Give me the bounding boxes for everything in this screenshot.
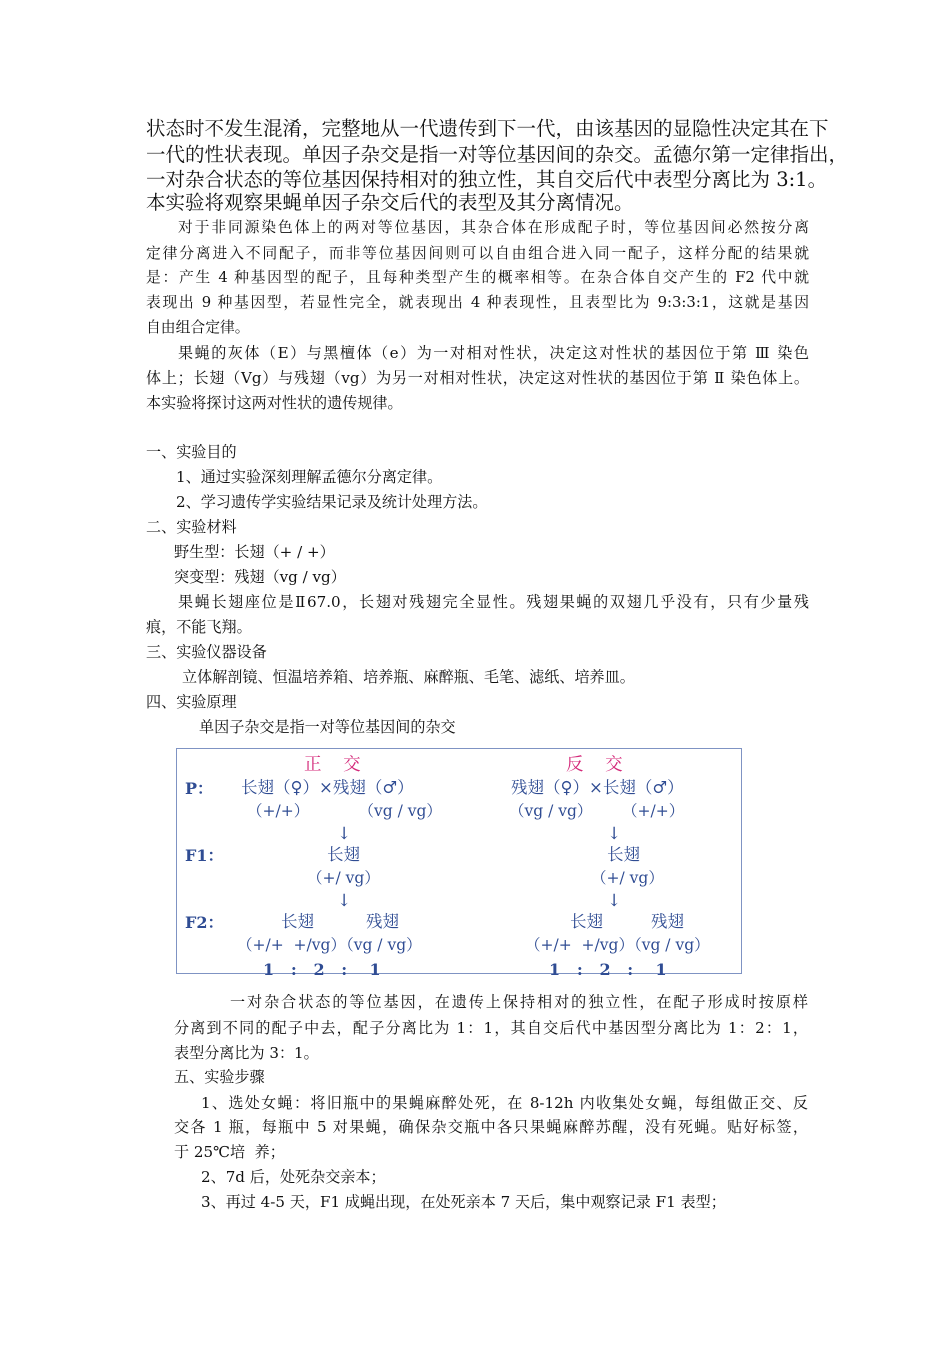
para3-line-2: 体上；长翅（Vg）与残翅（vg）为另一对相对性状，决定这对性状的基因位于第 Ⅱ 染色体上。 — [146, 369, 809, 387]
para3-line-1: 果蝇的灰体（E）与黑檀体（e）为一对相对性状，决定这对性状的基因位于第 Ⅲ 染色 — [178, 344, 809, 362]
left-f2-vestigial: 残翅 — [366, 912, 399, 931]
para2-line-1: 对于非同源染色体上的两对等位基因，其杂合体在形成配子时，等位基因间必然按分离 — [178, 219, 809, 236]
section5-heading: 五、实验步骤 — [174, 1068, 265, 1086]
left-arrow-1: ↓ — [337, 824, 352, 844]
right-f2-genotypes: （+/+ +/vg）（vg / vg） — [525, 936, 710, 954]
section2-heading: 二、实验材料 — [146, 518, 237, 536]
para4-line-1: 一对杂合状态的等位基因，在遗传上保持相对的独立性，在配子形成时按原样 — [230, 993, 808, 1011]
left-cross-title: 正 交 — [304, 755, 369, 775]
section3-heading: 三、实验仪器设备 — [146, 643, 267, 661]
step3: 3、再过 4-5 天，F1 成蝇出现，在处死亲本 7 天后，集中观察记录 F1 表型； — [201, 1193, 726, 1211]
left-arrow-2: ↓ — [337, 891, 352, 911]
section4-text: 单因子杂交是指一对等位基因间的杂交 — [199, 718, 456, 736]
section2-desc-line-1: 果蝇长翅座位是Ⅱ67.0，长翅对残翅完全显性。残翅果蝇的双翅几乎没有，只有少量残 — [178, 593, 809, 611]
section1-item-2: 2、学习遗传学实验结果记录及统计处理方法。 — [176, 493, 488, 511]
right-arrow-2: ↓ — [607, 891, 622, 911]
right-f1: 长翅 — [607, 845, 640, 864]
right-ratio: 1 : 2 : 1 — [549, 960, 667, 979]
para2-line-5: 自由组合定律。 — [146, 319, 250, 336]
left-f1-genotype: （+/ vg） — [307, 869, 380, 887]
step2: 2、7d 后，处死杂交亲本； — [201, 1168, 386, 1186]
section1-item-1: 1、通过实验深刻理解孟德尔分离定律。 — [176, 468, 443, 486]
left-f2-genotypes: （+/+ +/vg）（vg / vg） — [237, 936, 422, 954]
section3-text: 立体解剖镜、恒温培养箱、培养瓶、麻醉瓶、毛笔、滤纸、培养皿。 — [182, 668, 635, 686]
right-parents: 残翅（♀）×长翅（♂） — [511, 778, 684, 797]
row-label-f1: F1： — [185, 846, 224, 865]
section2-desc-line-2: 痕，不能飞翔。 — [146, 618, 252, 636]
right-f1-genotype: （+/ vg） — [591, 869, 664, 887]
cross-diagram — [176, 748, 742, 979]
right-cross-title: 反 交 — [566, 755, 631, 775]
para4-line-2: 分离到不同的配子中去，配子分离比为 1：1，其自交后代中基因型分离比为 1：2：1， — [174, 1019, 808, 1037]
left-f2-long: 长翅 — [281, 912, 314, 931]
mutant-type: 突变型：残翅（vg / vg） — [174, 568, 346, 586]
wild-type: 野生型：长翅（+ / +） — [174, 543, 335, 561]
step1-line-3: 于 25℃培 养； — [174, 1143, 285, 1161]
right-arrow-1: ↓ — [607, 824, 622, 844]
left-f1: 长翅 — [327, 845, 360, 864]
right-f2-vestigial: 残翅 — [651, 912, 684, 931]
left-parent-genotypes: （+/+） （vg / vg） — [247, 802, 442, 820]
section4-heading: 四、实验原理 — [146, 693, 237, 711]
intro-line-2: 一代的性状表现。单因子杂交是指一对等位基因间的杂交。孟德尔第一定律指出， — [146, 143, 849, 166]
left-ratio: 1 : 2 : 1 — [263, 960, 381, 979]
right-parent-genotypes: （vg / vg） （+/+） — [509, 802, 685, 820]
para3-line-3: 本实验将探讨这两对性状的遗传规律。 — [146, 394, 403, 412]
para2-line-2: 定律分离进入不同配子，而非等位基因间则可以自由组合进入同一配子，这样分配的结果就 — [146, 245, 809, 262]
row-label-f2: F2： — [185, 913, 224, 932]
para2-line-3: 是：产生 4 种基因型的配子，且每种类型产生的概率相等。在杂合体自交产生的 F2 代中就 — [146, 269, 809, 286]
intro-line-4: 本实验将观察果蝇单因子杂交后代的表型及其分离情况。 — [146, 191, 634, 214]
step1-line-1: 1、选处女蝇：将旧瓶中的果蝇麻醉处死，在 8-12h 内收集处女蝇，每组做正交、反 — [201, 1094, 808, 1112]
row-label-p: P： — [185, 779, 214, 798]
para2-line-4: 表现出 9 种基因型，若显性完全，就表现出 4 种表现性，且表型比为 9:3:3:1，这就是基因 — [146, 294, 809, 311]
intro-line-3: 一对杂合状态的等位基因保持相对的独立性，其自交后代中表型分离比为 3:1。 — [146, 168, 828, 191]
step1-line-2: 交各 1 瓶，每瓶中 5 对果蝇，确保杂交瓶中各只果蝇麻醉苏醒，没有死蝇。贴好标签， — [174, 1118, 808, 1136]
right-f2-long: 长翅 — [570, 912, 603, 931]
intro-line-1: 状态时不发生混淆，完整地从一代遗传到下一代，由该基因的显隐性决定其在下 — [146, 117, 829, 140]
para4-line-3: 表型分离比为 3：1。 — [174, 1044, 319, 1062]
left-parents: 长翅（♀）×残翅（♂） — [241, 778, 414, 797]
section1-heading: 一、实验目的 — [146, 443, 237, 461]
